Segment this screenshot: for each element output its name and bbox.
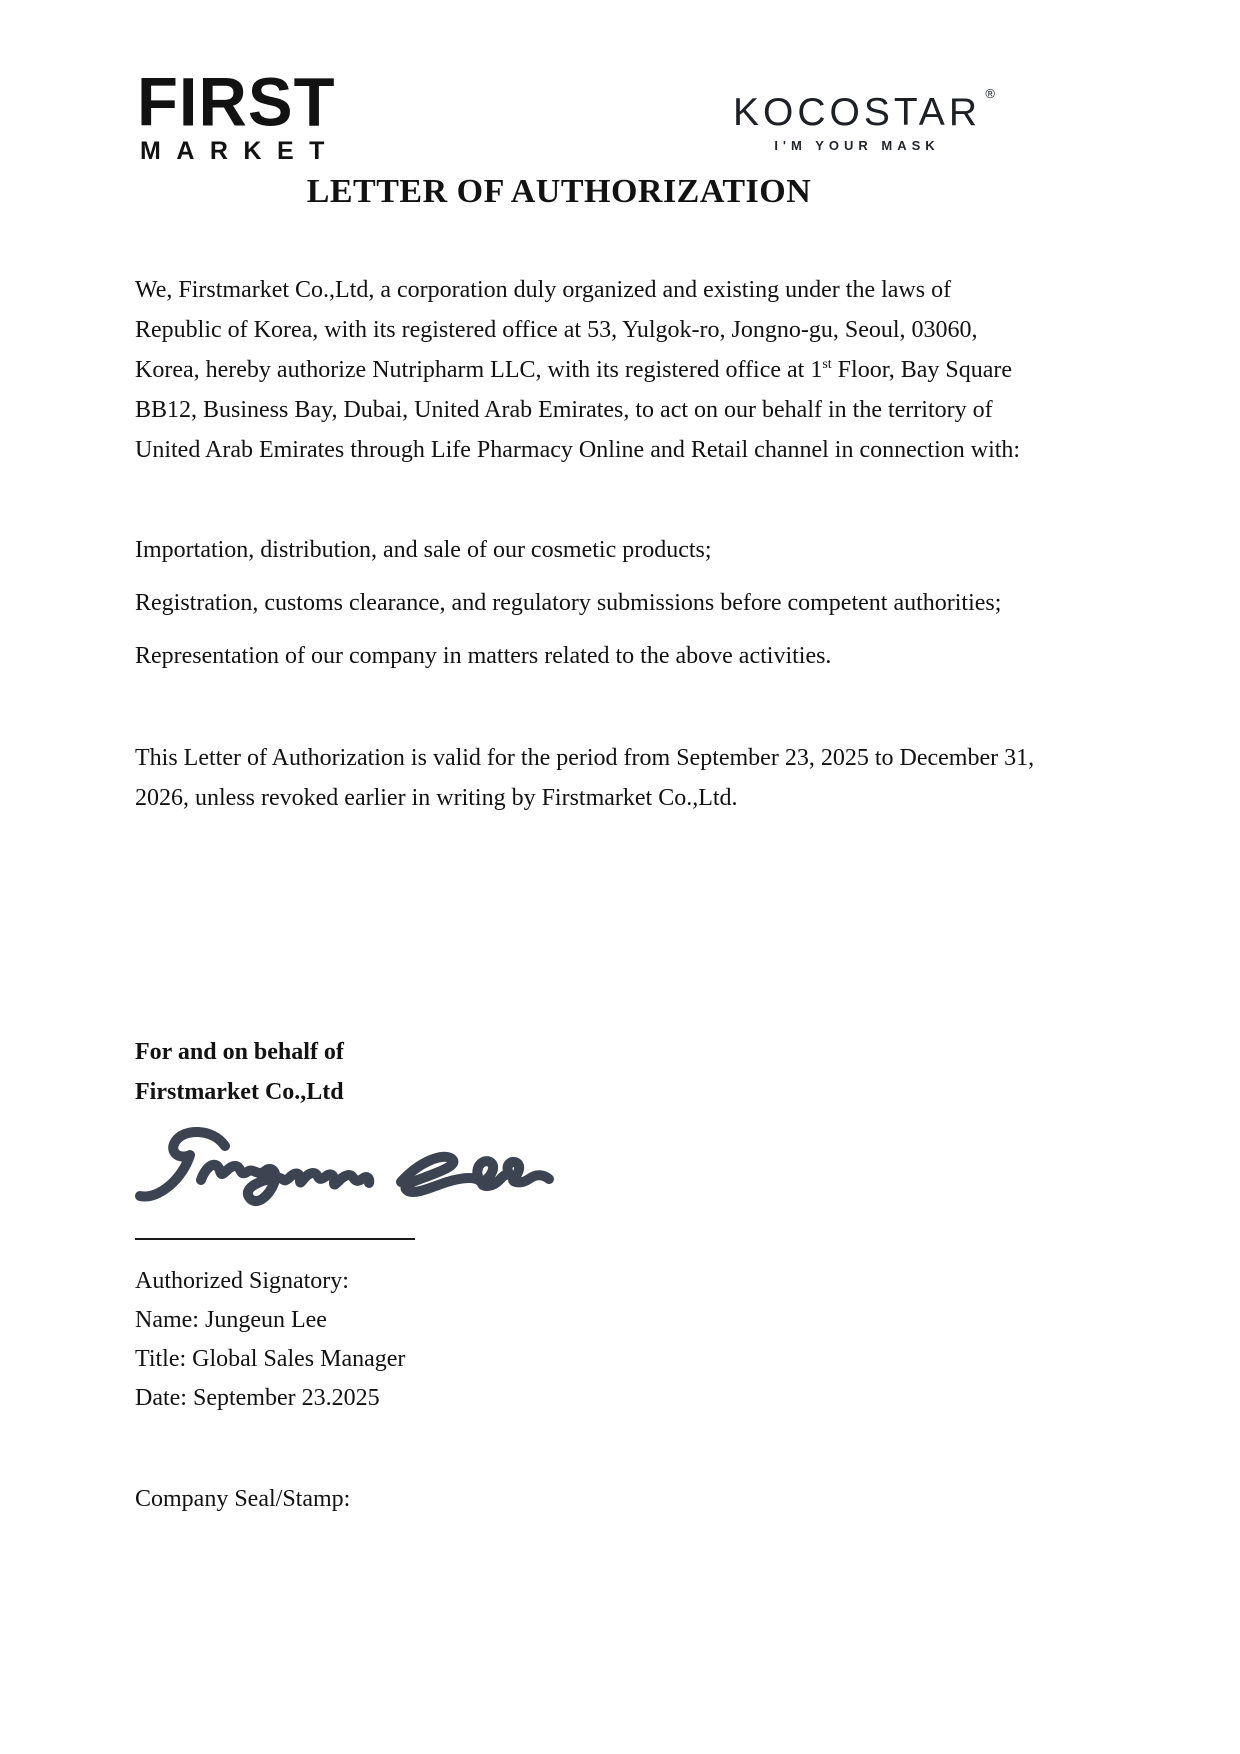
signatory-title: Title: Global Sales Manager [135, 1346, 406, 1372]
opening-paragraph [135, 270, 1105, 470]
handwritten-signature [135, 1120, 1105, 1234]
paragraph-line: BB12, Business Bay, Dubai, United Arab Emirates, to act on our behalf in the territory of [135, 397, 993, 423]
behalf-line: For and on behalf of [135, 1039, 344, 1065]
signature-line [135, 1238, 415, 1240]
signatory-name: Name: Jungeun Lee [135, 1307, 327, 1333]
signatory-label: Authorized Signatory: [135, 1268, 349, 1294]
list-item: Importation, distribution, and sale of our cosmetic products; [135, 537, 712, 563]
ordinal-superscript: st [822, 357, 832, 372]
registered-trademark-icon: ® [985, 86, 995, 101]
paragraph-line-text: Korea, hereby authorize Nutripharm LLC, with its registered office at 1 [135, 357, 823, 383]
kocostar-logo-name: KOCOSTAR [733, 91, 981, 134]
signatory-date: Date: September 23.2025 [135, 1385, 380, 1411]
letter-body [135, 170, 1105, 1519]
first-market-logo-line2: MARKET [140, 137, 340, 165]
paragraph-line-text: Floor, Bay Square [831, 357, 1013, 383]
paragraph-line: United Arab Emirates through Life Pharmacy Online and Retail channel in connection with: [135, 437, 1021, 463]
authorized-activities-list [135, 530, 1105, 676]
kocostar-logo [732, 86, 995, 153]
validity-paragraph [135, 738, 1105, 818]
list-item: Registration, customs clearance, and regulatory submissions before competent authorities; [135, 590, 1002, 616]
letter-title: LETTER OF AUTHORIZATION [306, 173, 812, 210]
paragraph-line: We, Firstmarket Co.,Ltd, a corporation duly organized and existing under the laws of [135, 277, 952, 303]
on-behalf-block [135, 1032, 1105, 1112]
behalf-line: Firstmarket Co.,Ltd [135, 1079, 344, 1105]
kocostar-tagline: I'M YOUR MASK [774, 138, 940, 153]
signatory-details [135, 1262, 1105, 1418]
paragraph-line: Republic of Korea, with its registered office at 53, Yulgok-ro, Jongno-gu, Seoul, 03060, [135, 317, 978, 343]
company-seal-label: Company Seal/Stamp: [135, 1486, 351, 1512]
kocostar-logo-row [733, 86, 995, 134]
list-item: Representation of our company in matters related to the above activities. [135, 643, 832, 669]
signature-ink-image [129, 1120, 559, 1234]
first-market-logo-line1: FIRST [137, 64, 336, 141]
paragraph-line [135, 350, 1105, 390]
paragraph-line: 2026, unless revoked earlier in writing by Firstmarket Co.,Ltd. [135, 785, 738, 811]
first-market-logo [137, 64, 340, 165]
paragraph-line: This Letter of Authorization is valid for the period from September 23, 2025 to December 31, [135, 745, 1035, 771]
